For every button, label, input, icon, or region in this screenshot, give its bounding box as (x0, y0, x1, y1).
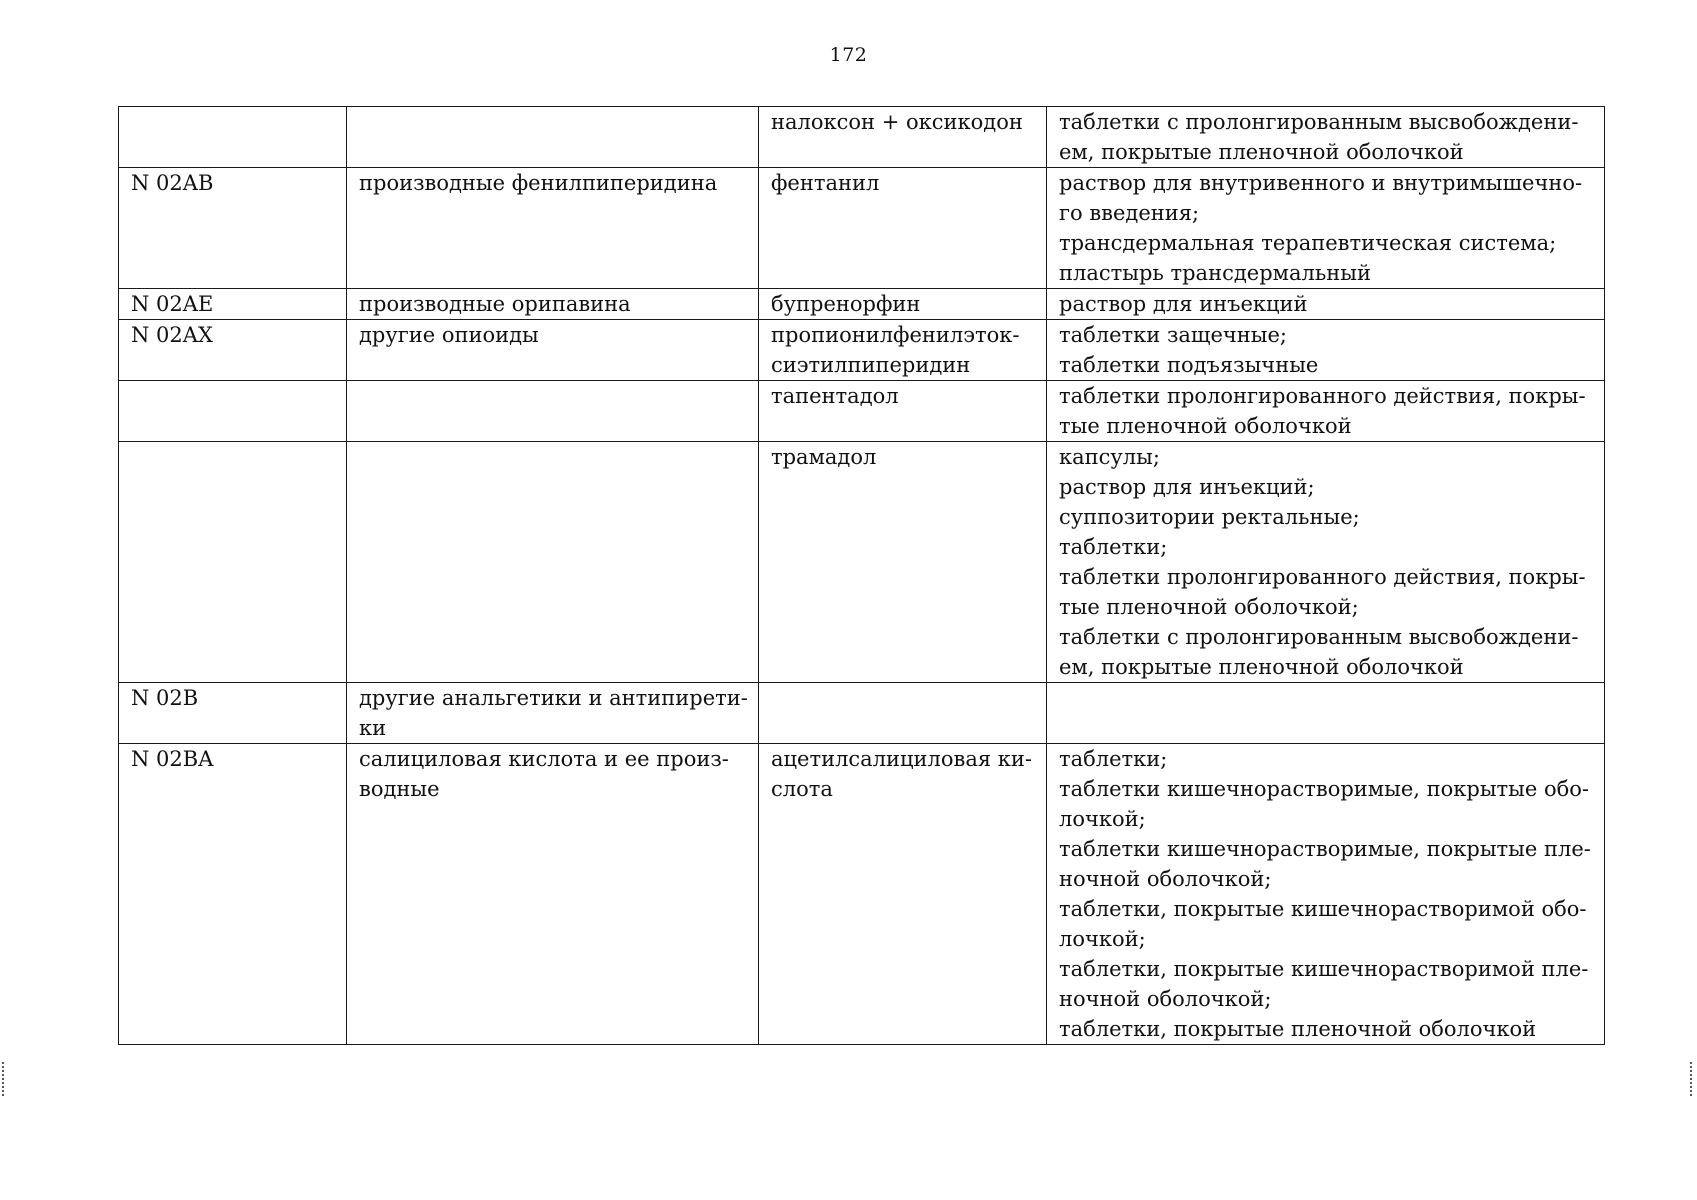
drug-name-cell: трамадол (759, 442, 1047, 683)
left-margin-mark (2, 1062, 8, 1096)
atc-code-cell: N 02BA (119, 744, 347, 1045)
group-name-cell: салициловая кислота и ее произ- водные (347, 744, 759, 1045)
dosage-forms-cell (1047, 683, 1605, 744)
table-row (119, 381, 1605, 442)
dosage-forms-cell: таблетки пролонгированного действия, покры- тые пленочной оболочкой (1047, 381, 1605, 442)
table-row (119, 442, 1605, 683)
drug-name-cell: ацетилсалициловая ки- слота (759, 744, 1047, 1045)
atc-code-cell: N 02B (119, 683, 347, 744)
table-row (119, 744, 1605, 1045)
group-name-cell (347, 442, 759, 683)
table-row (119, 289, 1605, 320)
atc-code-cell: N 02AX (119, 320, 347, 381)
atc-code-cell (119, 107, 347, 168)
dosage-forms-cell: таблетки защечные; таблетки подъязычные (1047, 320, 1605, 381)
group-name-cell: другие анальгетики и антипирети- ки (347, 683, 759, 744)
drug-name-cell: бупренорфин (759, 289, 1047, 320)
drug-name-cell: фентанил (759, 168, 1047, 289)
dosage-forms-cell: таблетки с пролонгированным высвобождени- ем, покрытые пленочной оболочкой (1047, 107, 1605, 168)
dosage-forms-cell: раствор для инъекций (1047, 289, 1605, 320)
table-row (119, 168, 1605, 289)
page-number: 172 (829, 44, 868, 66)
atc-code-cell: N 02AB (119, 168, 347, 289)
dosage-forms-cell: раствор для внутривенного и внутримышечно- го введения; трансдермальная терапевтическая система; пластырь трансдермальный (1047, 168, 1605, 289)
atc-code-cell: N 02AE (119, 289, 347, 320)
group-name-cell (347, 381, 759, 442)
group-name-cell: производные орипавина (347, 289, 759, 320)
table-row (119, 683, 1605, 744)
group-name-cell (347, 107, 759, 168)
drug-name-cell (759, 683, 1047, 744)
drug-name-cell: тапентадол (759, 381, 1047, 442)
dosage-forms-cell: таблетки; таблетки кишечнорастворимые, покрытые обо- лочкой; таблетки кишечнорастворимые, покрытые пле- ночной оболочкой; таблетки, покрытые кишечнорастворимой обо- лочкой; таблетки, покрытые кишечнорастворимой пле- ночной оболочкой; таблетки, покрытые пленочной оболочкой (1047, 744, 1605, 1045)
atc-code-cell (119, 381, 347, 442)
group-name-cell: производные фенилпиперидина (347, 168, 759, 289)
atc-code-cell (119, 442, 347, 683)
drug-name-cell: пропионилфенилэток- сиэтилпиперидин (759, 320, 1047, 381)
drug-table (118, 106, 1605, 1045)
dosage-forms-cell: капсулы; раствор для инъекций; суппозитории ректальные; таблетки; таблетки пролонгированного действия, покры- тые пленочной оболочкой; таблетки с пролонгированным высвобождени- ем, покрытые пленочной оболочкой (1047, 442, 1605, 683)
right-margin-mark (1690, 1062, 1696, 1096)
table-row (119, 320, 1605, 381)
table-row (119, 107, 1605, 168)
group-name-cell: другие опиоиды (347, 320, 759, 381)
drug-name-cell: налоксон + оксикодон (759, 107, 1047, 168)
